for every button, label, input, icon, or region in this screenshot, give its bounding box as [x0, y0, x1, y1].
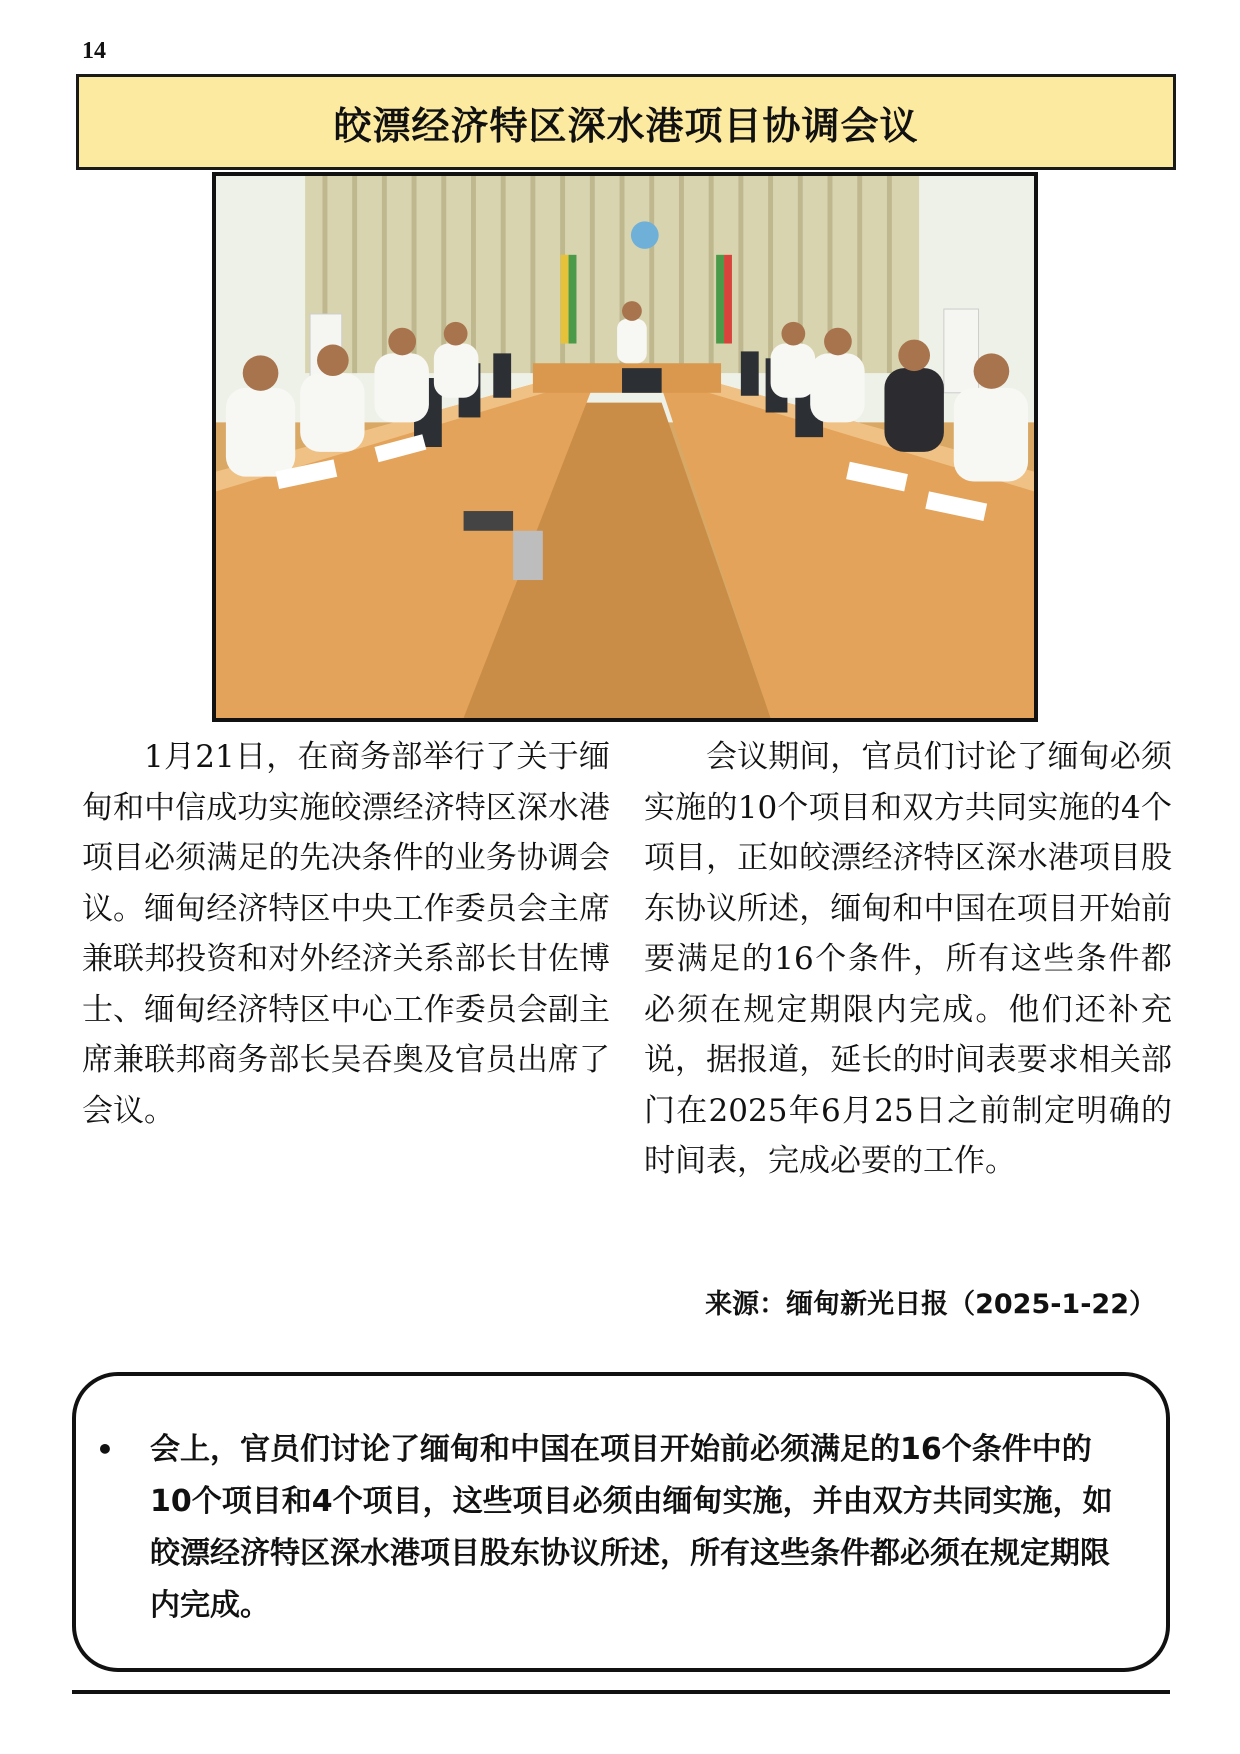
article-column-right — [644, 732, 1172, 1187]
article-paragraph-right: 会议期间，官员们讨论了缅甸必须实施的10个项目和双方共同实施的4个项目，正如皎漂经济特区深水港项目股东协议所述，缅甸和中国在项目开始前要满足的16个条件，所有这些条件都必须在规定期限内完成。他们还补充说，据报道，延长的时间表要求相关部门在2025年6月25日之前制定明确的时间表，完成必要的工作。 — [644, 739, 1172, 1179]
page-number: 14 — [82, 38, 106, 64]
bullet-icon: • — [96, 1433, 114, 1466]
article-column-left — [82, 732, 610, 1136]
source-citation: 来源：缅甸新光日报（2025-1-22） — [705, 1289, 1156, 1320]
title-box — [76, 74, 1176, 170]
bottom-divider — [72, 1690, 1170, 1694]
summary-box — [72, 1372, 1170, 1672]
article-title: 皎漂经济特区深水港项目协调会议 — [333, 103, 919, 148]
meeting-photo — [212, 172, 1038, 722]
summary-item — [96, 1424, 1126, 1632]
article-paragraph-left: 1月21日，在商务部举行了关于缅甸和中信成功实施皎漂经济特区深水港项目必须满足的先决条件的业务协调会议。缅甸经济特区中央工作委员会主席兼联邦投资和对外经济关系部长甘佐博士、缅甸经济特区中心工作委员会副主席兼联邦商务部长吴吞奥及官员出席了会议。 — [82, 739, 610, 1129]
summary-text: 会上，官员们讨论了缅甸和中国在项目开始前必须满足的16个条件中的10个项目和4个项目，这些项目必须由缅甸实施，并由双方共同实施，如皎漂经济特区深水港项目股东协议所述，所有这些条件都必须在规定期限内完成。 — [150, 1432, 1113, 1623]
meeting-photo-illustration — [216, 176, 1034, 718]
summary-list — [96, 1424, 1126, 1632]
